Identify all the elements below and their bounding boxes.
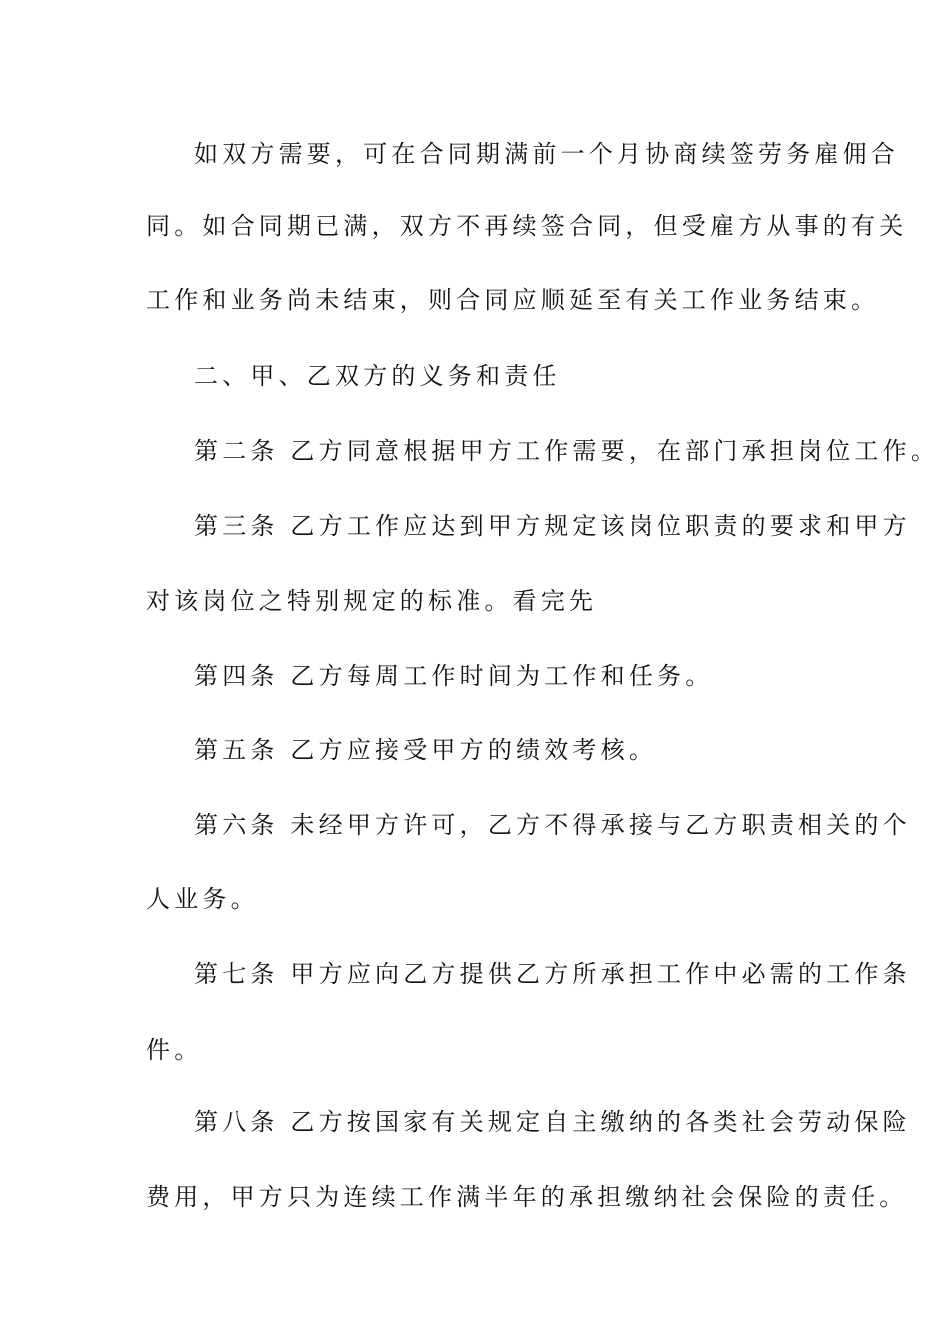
paragraph-line: 同。如合同期已满，双方不再续签合同，但受雇方从事的有关 [146,212,908,240]
paragraph-line: 工作和业务尚未结束，则合同应顺延至有关工作业务结束。 [146,286,880,314]
paragraph-line: 件。 [146,1036,203,1064]
article-line: 第五条 乙方应接受甲方的绩效考核。 [194,736,658,764]
paragraph-line: 对该岗位之特别规定的标准。看完先 [146,587,598,615]
paragraph-line: 费用，甲方只为连续工作满半年的承担缴纳社会保险的责任。 [146,1183,908,1211]
paragraph-line: 人业务。 [146,885,259,913]
paragraph-line: 如双方需要，可在合同期满前一个月协商续签劳务雇佣合 [194,140,899,168]
article-line: 第七条 甲方应向乙方提供乙方所承担工作中必需的工作条 [194,960,911,988]
article-line: 第三条 乙方工作应达到甲方规定该岗位职责的要求和甲方 [194,512,911,540]
article-line: 第二条 乙方同意根据甲方工作需要，在部门承担岗位工作。 [194,437,940,465]
article-line: 第八条 乙方按国家有关规定自主缴纳的各类社会劳动保险 [194,1108,911,1136]
section-heading: 二、甲、乙双方的义务和责任 [194,362,561,390]
article-line: 第四条 乙方每周工作时间为工作和任务。 [194,662,714,690]
article-line: 第六条 未经甲方许可，乙方不得承接与乙方职责相关的个 [194,811,911,839]
